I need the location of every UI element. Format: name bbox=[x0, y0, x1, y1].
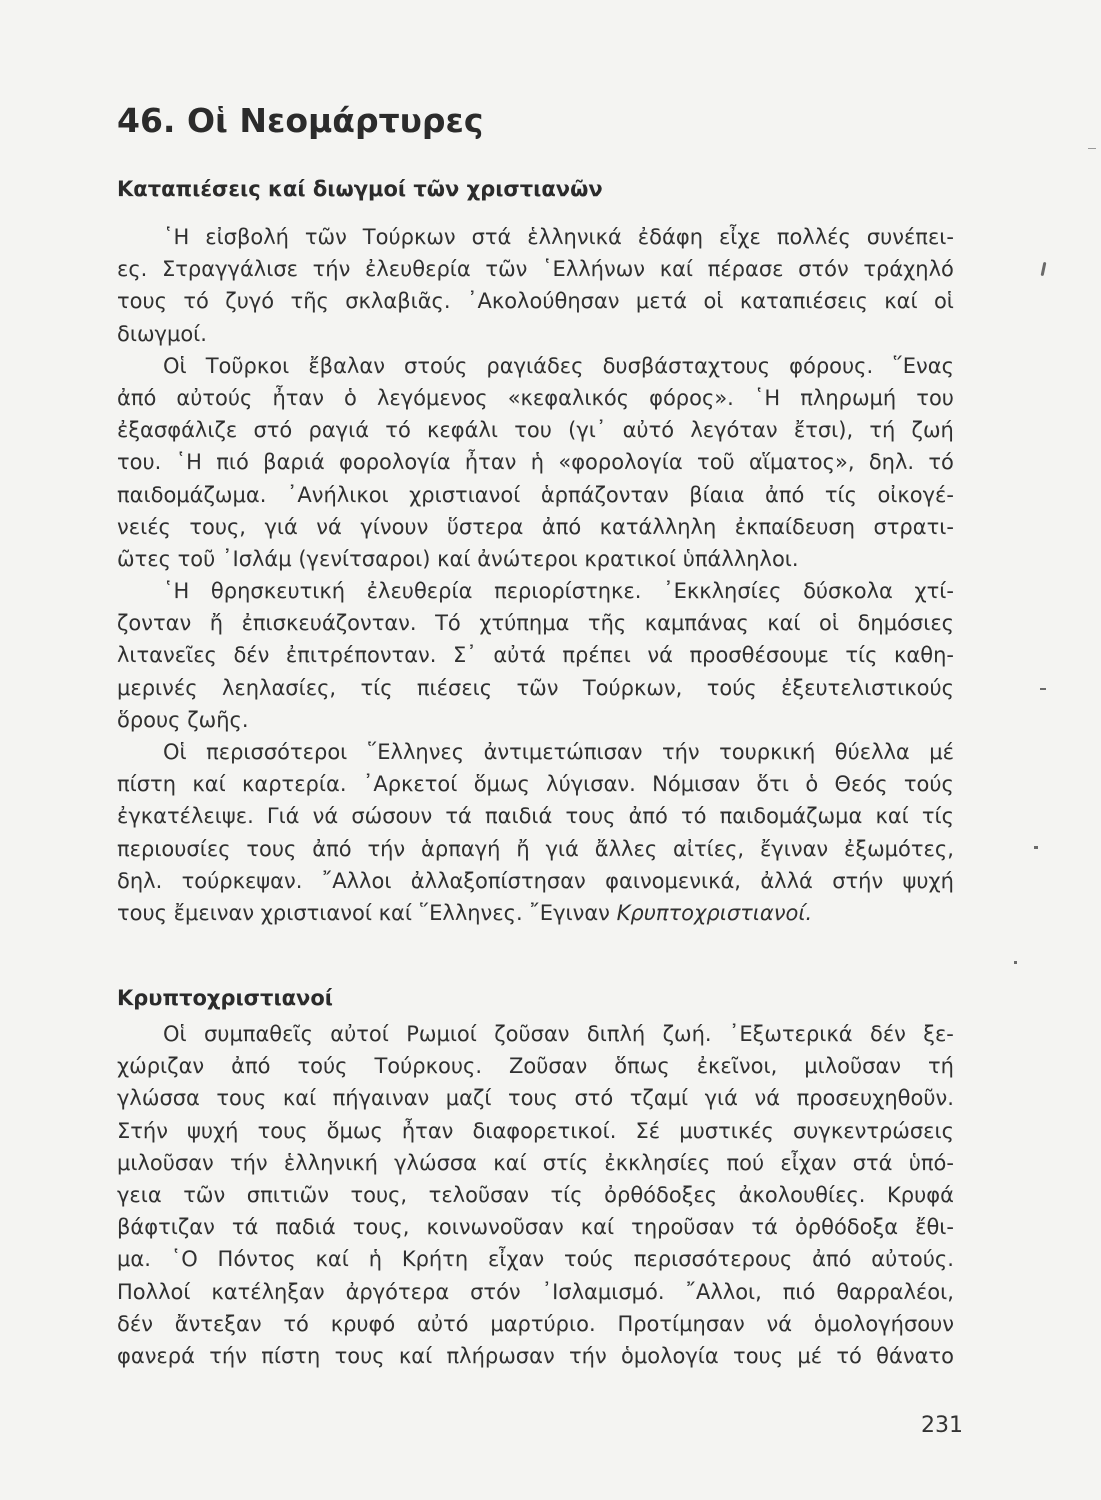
text-line: χώριζαν ἀπό τούς Τούρκους. Ζοῦσαν ὅπως ἐκεῖνοι, μιλοῦσαν τή bbox=[117, 1054, 954, 1079]
text-line: τους τό ζυγό τῆς σκλαβιᾶς. ᾿Ακολούθησαν μετά οἱ καταπιέσεις καί οἱ bbox=[117, 289, 954, 314]
text-line: ἐξασφάλιζε στό ραγιά τό κεφάλι του (γι᾿ αὐτό λεγόταν ἔτσι), τή ζωή bbox=[117, 418, 954, 443]
margin-mark bbox=[1014, 961, 1017, 964]
margin-mark bbox=[1041, 262, 1047, 276]
italic-term: Κρυπτοχριστιανοί. bbox=[616, 900, 813, 925]
section-heading-crypto-christians: Κρυπτοχριστιανοί bbox=[117, 986, 333, 1010]
margin-mark bbox=[1040, 688, 1046, 690]
text-line: νειές τους, γιά νά γίνουν ὕστερα ἀπό κατάλληλη ἐκπαίδευση στρατι- bbox=[117, 514, 954, 539]
text-line: Στήν ψυχή τους ὅμως ἦταν διαφορετικοί. Σέ μυστικές συγκεντρώσεις bbox=[117, 1118, 954, 1143]
text-line: ῾Η εἰσβολή τῶν Τούρκων στά ἑλληνικά ἐδάφη εἶχε πολλές συνέπει- bbox=[163, 225, 954, 249]
text-line: δέν ἄντεξαν τό κρυφό αὐτό μαρτύριο. Προτίμησαν νά ὁμολογήσουν bbox=[117, 1311, 954, 1336]
section-body-crypto-christians bbox=[117, 1018, 954, 1372]
text-line: Πολλοί κατέληξαν ἀργότερα στόν ᾿Ισλαμισμό. ῎Αλλοι, πιό θαρραλέοι, bbox=[117, 1279, 954, 1304]
text-line: ὅρους ζωῆς. bbox=[117, 707, 249, 732]
text-line: γλώσσα τους καί πήγαιναν μαζί τους στό τζαμί γιά νά προσευχηθοῦν. bbox=[117, 1086, 954, 1111]
text-line: ῾Η θρησκευτική ἐλευθερία περιορίστηκε. ᾿Εκκλησίες δύσκολα χτί- bbox=[163, 579, 954, 604]
text-line: διωγμοί. bbox=[117, 321, 207, 346]
text-line: ες. Στραγγάλισε τήν ἐλευθερία τῶν ῾Ελλήνων καί πέρασε στόν τράχηλό bbox=[117, 257, 954, 282]
text-line: ζονταν ἤ ἐπισκευάζονταν. Τό χτύπημα τῆς καμπάνας καί οἱ δημόσιες bbox=[117, 611, 954, 636]
text-line: Οἱ Τοῦρκοι ἔβαλαν στούς ραγιάδες δυσβάσταχτους φόρους. ῞Ενας bbox=[163, 353, 954, 378]
text-line: φανερά τήν πίστη τους καί πλήρωσαν τήν ὁμολογία τους μέ τό θάνατο bbox=[117, 1343, 954, 1368]
text-line: ἀπό αὐτούς ἦταν ὁ λεγόμενος «κεφαλικός φόρος». ῾Η πληρωμή του bbox=[117, 385, 954, 410]
margin-mark bbox=[1034, 846, 1038, 849]
section-heading-persecutions: Καταπιέσεις καί διωγμοί τῶν χριστιανῶν bbox=[117, 177, 603, 201]
text-line: Οἱ περισσότεροι ῞Ελληνες ἀντιμετώπισαν τήν τουρκική θύελλα μέ bbox=[163, 740, 954, 764]
text-line: πίστη καί καρτερία. ᾿Αρκετοί ὅμως λύγισαν. Νόμισαν ὅτι ὁ Θεός τούς bbox=[117, 772, 954, 797]
margin-mark bbox=[1088, 148, 1096, 149]
text-line: Οἱ συμπαθεῖς αὐτοί Ρωμιοί ζοῦσαν διπλή ζωή. ᾿Εξωτερικά δέν ξε- bbox=[163, 1022, 954, 1046]
text-line: μα. ῾Ο Πόντος καί ἡ Κρήτη εἶχαν τούς περισσότερους ἀπό αὐτούς. bbox=[117, 1247, 954, 1272]
text-line: λιτανεῖες δέν ἐπιτρέπονταν. Σ᾿ αὐτά πρέπει νά προσθέσουμε τίς καθη- bbox=[117, 643, 954, 668]
chapter-title: 46. Οἱ Νεομάρτυρες bbox=[117, 101, 484, 140]
section-body-persecutions bbox=[117, 221, 954, 929]
text-line-start: τους ἔμειναν χριστιανοί καί ῞Ελληνες. ῎Εγιναν bbox=[117, 900, 610, 925]
text-line: του. ῾Η πιό βαριά φορολογία ἦταν ἡ «φορολογία τοῦ αἵματος», δηλ. τό bbox=[117, 450, 954, 475]
text-line: παιδομάζωμα. ᾿Ανήλικοι χριστιανοί ἁρπάζονταν βίαια ἀπό τίς οἰκογέ- bbox=[117, 482, 954, 507]
text-line: μιλοῦσαν τήν ἑλληνική γλώσσα καί στίς ἐκκλησίες πού εἶχαν στά ὑπό- bbox=[117, 1150, 954, 1175]
text-line: βάφτιζαν τά παδιά τους, κοινωνοῦσαν καί τηροῦσαν τά ὀρθόδοξα ἔθι- bbox=[117, 1215, 954, 1240]
text-line: δηλ. τούρκεψαν. ῎Αλλοι ἀλλαξοπίστησαν φαινομενικά, ἀλλά στήν ψυχή bbox=[117, 868, 954, 893]
text-line: μερινές λεηλασίες, τίς πιέσεις τῶν Τούρκων, τούς ἐξευτελιστικούς bbox=[117, 675, 954, 700]
text-line-final bbox=[117, 897, 954, 929]
page-number: 231 bbox=[921, 1413, 963, 1438]
text-line: ἐγκατέλειψε. Γιά νά σώσουν τά παιδιά τους ἀπό τό παιδομάζωμα καί τίς bbox=[117, 804, 954, 829]
text-line: γεια τῶν σπιτιῶν τους, τελοῦσαν τίς ὀρθόδοξες ἀκολουθίες. Κρυφά bbox=[117, 1182, 954, 1207]
text-line: περιουσίες τους ἀπό τήν ἁρπαγή ἤ γιά ἄλλες αἰτίες, ἔγιναν ἐξωμότες, bbox=[117, 836, 954, 861]
text-line: ῶτες τοῦ ᾿Ισλάμ (γενίτσαροι) καί ἀνώτεροι κρατικοί ὑπάλληλοι. bbox=[117, 546, 799, 571]
